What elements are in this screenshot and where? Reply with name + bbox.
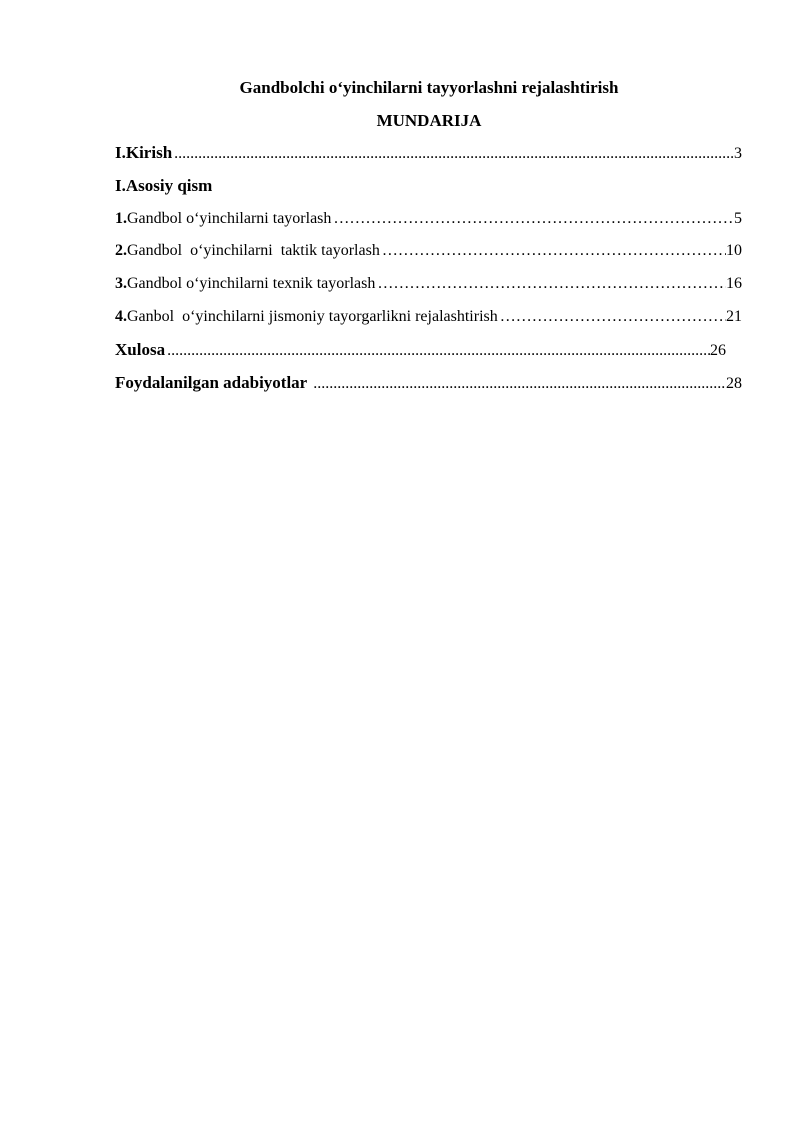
toc-entry-label: Gandbol o‘yinchilarni texnik tayorlash (127, 275, 376, 293)
toc-entry-label: Gandbol o‘yinchilarni tayorlash (127, 209, 332, 227)
toc-section-label: I.Asosiy qism (115, 175, 213, 195)
toc-leader-dots (377, 274, 726, 294)
document-title: Gandbolchi o‘yinchilarni tayyorlashni rejalashtirish (239, 78, 619, 97)
toc-entry-xulosa (115, 340, 742, 373)
toc-leader-dots (500, 307, 726, 327)
toc-entry-label: Foydalanilgan adabiyotlar (115, 372, 308, 392)
toc-entry-2 (115, 241, 742, 274)
toc-entry-label: Ganbol o‘yinchilarni jismoniy tayorgarlikni rejalashtirish (127, 307, 498, 325)
toc-leader-dots (313, 374, 726, 394)
toc-entry-number: 2. (115, 242, 127, 260)
toc-heading: MUNDARIJA (376, 111, 482, 130)
toc-entry-page: 26 (710, 341, 726, 359)
toc-entry-label: I.Kirish (115, 143, 173, 162)
toc-entry-1 (115, 209, 742, 242)
toc-entry-3 (115, 274, 742, 307)
toc-entry-page: 3 (734, 145, 742, 162)
toc-entry-page: 16 (726, 275, 742, 293)
toc-entry-label: Gandbol o‘yinchilarni taktik tayorlash (127, 242, 380, 260)
toc-entry-number: 3. (115, 275, 127, 293)
toc-entry-number: 4. (115, 307, 127, 325)
toc-leader-dots (333, 209, 734, 229)
toc-entry-adabiyotlar (115, 373, 742, 406)
toc-leader-dots (382, 241, 726, 261)
toc-entry-kirish (115, 143, 742, 176)
toc-entry-label: Xulosa (115, 339, 166, 359)
toc-entry-page: 10 (726, 242, 742, 260)
toc-entry-number: 1. (115, 209, 127, 227)
toc-leader-dots (167, 341, 710, 361)
toc-entry-page: 28 (726, 374, 742, 392)
toc-entry-page: 21 (726, 307, 742, 325)
toc-leader-dots (174, 144, 734, 164)
toc-entry-page: 5 (734, 209, 742, 227)
table-of-contents (115, 143, 742, 405)
toc-entry-4 (115, 307, 742, 340)
toc-section-asosiy-qism (115, 176, 742, 209)
